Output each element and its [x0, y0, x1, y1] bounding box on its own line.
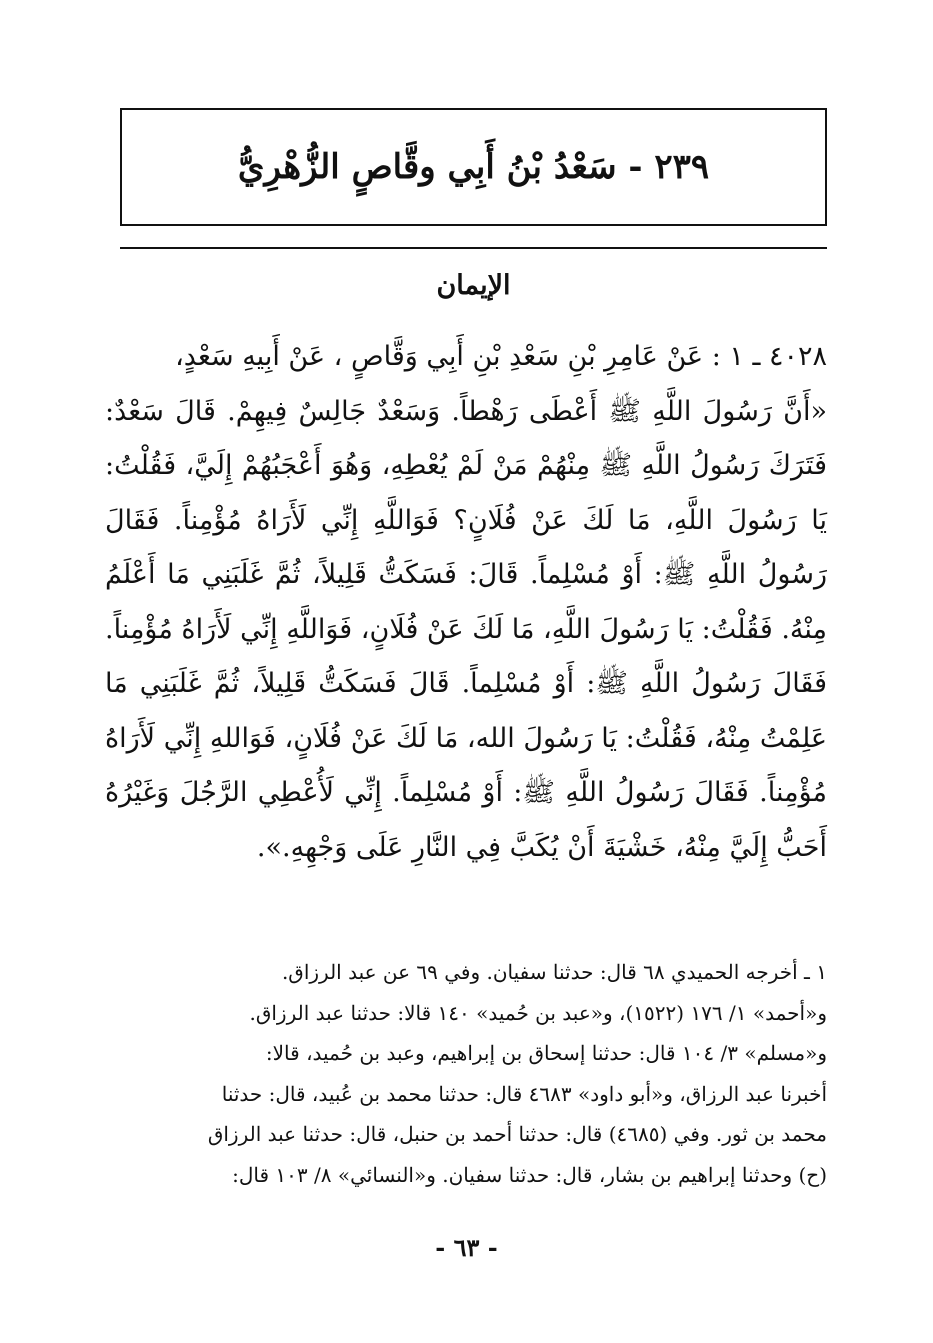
section-title: الإيمان [436, 270, 511, 301]
section-divider [120, 247, 827, 249]
chapter-heading-box [120, 108, 827, 226]
page-number: - ٦٣ - [435, 1233, 498, 1262]
hadith-body: «أَنَّ رَسُولَ اللَّهِ ﷺ أَعْطَى رَهْطاً. وَسَعْدٌ جَالِسٌ فِيهِمْ. قَالَ سَعْدٌ: فَتَرَكَ رَسُولُ اللَّهِ ﷺ مِنْهُمْ مَنْ لَمْ يُعْطِهِ، وَهُوَ أَعْجَبُهُمْ إِلَيَّ، فَقُلْتُ: يَا رَسُولَ اللَّهِ، مَا لَكَ عَنْ فُلَانٍ؟ فَوَاللَّهِ إِنِّي لَأَرَاهُ مُؤْمِناً. فَقَالَ رَسُولُ اللَّهِ ﷺ: أَوْ مُسْلِماً. قَالَ: فَسَكَتُّ قَلِيلاً، ثُمَّ غَلَبَنِي مَا أَعْلَمُ مِنْهُ. فَقُلْتُ: يَا رَسُولَ اللَّهِ، مَا لَكَ عَنْ فُلَانٍ، فَوَاللَّهِ إِنِّي لَأَرَاهُ مُؤْمِناً. فَقَالَ رَسُولُ اللَّهِ ﷺ: أَوْ مُسْلِماً. قَالَ فَسَكَتُّ قَلِيلاً، ثُمَّ غَلَبَنِي مَا عَلِمْتُ مِنْهُ، فَقُلْتُ: يَا رَسُولَ الله، مَا لَكَ عَنْ فُلَانٍ، فَوَاللهِ إِنِّي لَأَرَاهُ مُؤْمِناً. فَقَالَ رَسُولُ اللَّهِ ﷺ: أَوْ مُسْلِماً. إِنِّي لَأُعْطِي الرَّجُلَ وَغَيْرُهُ أَحَبُّ إِلَيَّ مِنْهُ، خَشْيَةَ أَنْ يُكَبَّ فِي النَّارِ عَلَى وَجْهِهِ.». [105, 395, 827, 863]
footnote-line: ١ ـ أخرجه الحميدي ٦٨ قال: حدثنا سفيان. وفي ٦٩ عن عبد الرزاق. [281, 960, 827, 984]
hadith-text [105, 330, 827, 875]
footnote-line: أخبرنا عبد الرزاق، و«أبو داود» ٤٦٨٣ قال: حدثنا محمد بن عُبيد، قال: حدثنا [221, 1081, 827, 1106]
footnote-line: و«مسلم» ٣/ ١٠٤ قال: حدثنا إسحاق بن إبراهيم، وعبد بن حُميد، قالا: [265, 1041, 827, 1065]
footnote-line: و«أحمد» ١/ ١٧٦ (١٥٢٢)، و«عبد بن حُميد» ١٤٠ قالا: حدثنا عبد الرزاق. [249, 1000, 827, 1025]
footnote-line: محمد بن ثور. وفي (٤٦٨٥) قال: حدثنا أحمد بن حنبل، قال: حدثنا عبد الرزاق [207, 1122, 827, 1146]
footnotes [105, 952, 827, 1195]
chapter-title: ٢٣٩ - سَعْدُ بْنُ أَبِي وقَّاصٍ الزُّهْرِيُّ [237, 147, 710, 187]
footnote-line: (ح) وحدثنا إبراهيم بن بشار، قال: حدثنا سفيان. و«النسائي» ٨/ ١٠٣ قال: [232, 1162, 827, 1187]
hadith-number-and-chain: ٤٠٢٨ ـ ١ : عَنْ عَامِرِ بْنِ سَعْدِ بْنِ أَبِي وَقَّاصٍ ، عَنْ أَبِيهِ سَعْدٍ، [175, 341, 827, 372]
